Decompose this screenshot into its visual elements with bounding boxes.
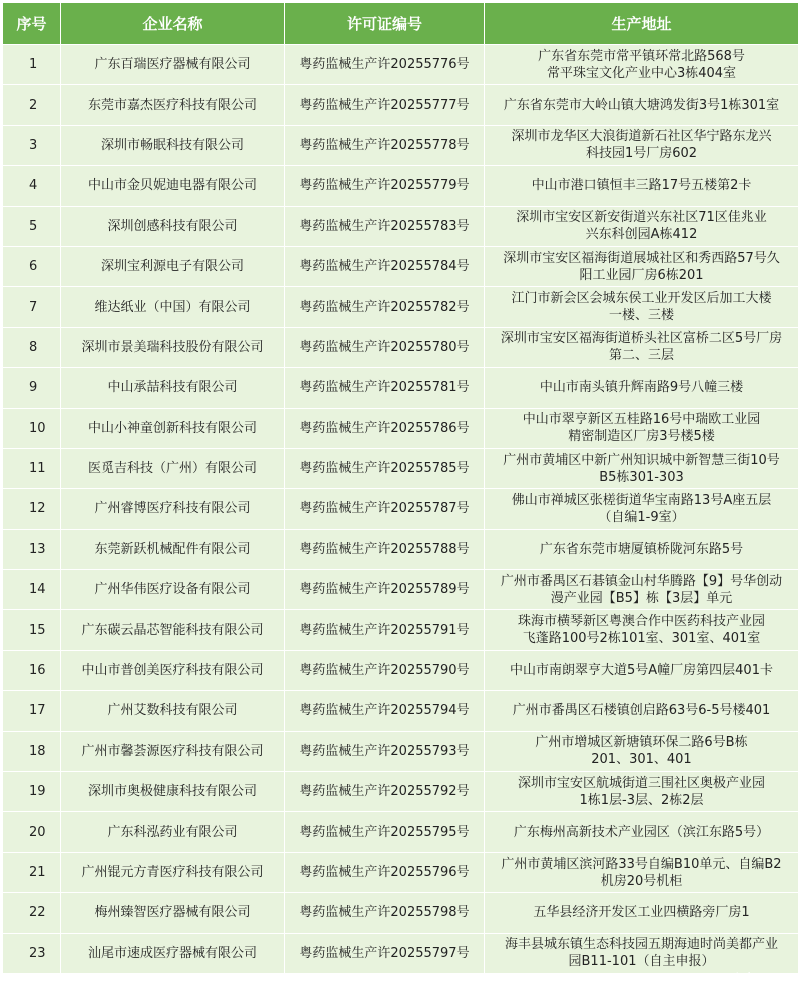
company-name: 广州锟元方青医疗科技有限公司 <box>61 852 285 892</box>
table-row <box>3 327 799 367</box>
table-row <box>3 893 799 933</box>
license-number: 粤药监械生产许20255778号 <box>285 125 485 165</box>
address-line: 飞蓬路100号2栋101室、301室、401室 <box>522 631 761 647</box>
company-name: 深圳市景美瑞科技股份有限公司 <box>61 327 285 367</box>
license-number: 粤药监械生产许20255795号 <box>285 812 485 852</box>
production-address <box>485 933 799 973</box>
row-number: 5 <box>3 206 61 246</box>
table-body <box>3 45 799 974</box>
address-line: 深圳市宝安区新安街道兴东社区71区佳兆业 <box>516 210 767 226</box>
address-line: 1栋1层-3层、2栋2层 <box>579 792 704 808</box>
production-address <box>485 448 799 488</box>
row-number: 22 <box>3 893 61 933</box>
table-row <box>3 45 799 85</box>
table-row <box>3 691 799 731</box>
address-line: B5栋301-303 <box>599 469 684 485</box>
production-address <box>485 368 799 408</box>
production-address <box>485 691 799 731</box>
production-address <box>485 812 799 852</box>
license-number: 粤药监械生产许20255789号 <box>285 570 485 610</box>
company-name: 广州艾数科技有限公司 <box>61 691 285 731</box>
production-address <box>485 650 799 690</box>
address-line: 广州市黄埔区中新广州知识城中新智慧三街10号 <box>503 452 780 468</box>
production-address <box>485 166 799 206</box>
address-line: 中山市翠亨新区五桂路16号中瑞欧工业园 <box>522 412 761 428</box>
header-address: 生产地址 <box>485 3 799 45</box>
company-name: 广州华伟医疗设备有限公司 <box>61 570 285 610</box>
address-line: 中山市港口镇恒丰三路17号五楼第2卡 <box>531 178 752 194</box>
company-name: 深圳创感科技有限公司 <box>61 206 285 246</box>
address-line: 兴东科创园A栋412 <box>585 227 698 243</box>
row-number: 16 <box>3 650 61 690</box>
license-number: 粤药监械生产许20255790号 <box>285 650 485 690</box>
address-line: 广州市番禺区石碁镇金山村华腾路【9】号华创动 <box>500 573 783 589</box>
company-name: 深圳市奥极健康科技有限公司 <box>61 772 285 812</box>
address-line: 深圳市宝安区航城街道三围社区奥极产业园 <box>517 775 765 791</box>
address-line: 广东省东莞市大岭山镇大塘鸿发街3号1栋301室 <box>503 97 780 113</box>
company-name: 中山小神童创新科技有限公司 <box>61 408 285 448</box>
company-name: 深圳市畅眠科技有限公司 <box>61 125 285 165</box>
production-address <box>485 852 799 892</box>
license-number: 粤药监械生产许20255793号 <box>285 731 485 771</box>
company-name: 广东碳云晶芯智能科技有限公司 <box>61 610 285 650</box>
table-row <box>3 246 799 286</box>
address-line: 珠海市横琴新区粤澳合作中医药科技产业园 <box>517 614 765 630</box>
address-line: 一楼、三楼 <box>608 308 674 324</box>
table-row <box>3 812 799 852</box>
table-header-row <box>3 3 799 45</box>
company-name: 广东科泓药业有限公司 <box>61 812 285 852</box>
license-number: 粤药监械生产许20255785号 <box>285 448 485 488</box>
license-number: 粤药监械生产许20255797号 <box>285 933 485 973</box>
license-number: 粤药监械生产许20255781号 <box>285 368 485 408</box>
license-number: 粤药监械生产许20255794号 <box>285 691 485 731</box>
address-line: 漫产业园【B5】栋【3层】单元 <box>550 590 733 606</box>
license-number: 粤药监械生产许20255792号 <box>285 772 485 812</box>
address-line: 广东梅州高新技术产业园区（滨江东路5号） <box>513 824 770 840</box>
company-name: 东莞市嘉杰医疗科技有限公司 <box>61 85 285 125</box>
address-line: 深圳市宝安区福海街道桥头社区富桥二区5号厂房 <box>500 331 783 347</box>
license-number: 粤药监械生产许20255782号 <box>285 287 485 327</box>
address-line: 深圳市龙华区大浪街道新石社区华宁路东龙兴 <box>511 129 772 145</box>
address-line: 深圳市宝安区福海街道展城社区和秀西路57号久 <box>503 250 780 266</box>
table-row <box>3 529 799 569</box>
company-name: 广州睿博医疗科技有限公司 <box>61 489 285 529</box>
production-address <box>485 85 799 125</box>
production-address <box>485 772 799 812</box>
company-name: 东莞新跃机械配件有限公司 <box>61 529 285 569</box>
row-number: 21 <box>3 852 61 892</box>
row-number: 6 <box>3 246 61 286</box>
table-row <box>3 933 799 973</box>
address-line: （自编1-9室） <box>598 509 685 525</box>
table-row <box>3 206 799 246</box>
row-number: 23 <box>3 933 61 973</box>
row-number: 3 <box>3 125 61 165</box>
header-no: 序号 <box>3 3 61 45</box>
row-number: 8 <box>3 327 61 367</box>
row-number: 13 <box>3 529 61 569</box>
address-line: 佛山市禅城区张槎街道华宝南路13号A座五层 <box>511 492 772 508</box>
address-line: 常平珠宝文化产业中心3栋404室 <box>546 65 737 81</box>
address-line: 广东省东莞市常平镇环常北路568号 <box>538 48 745 64</box>
address-line: 201、301、401 <box>591 752 692 768</box>
address-line: 广州市番禺区石楼镇创启路63号6-5号楼401 <box>512 703 771 719</box>
table-row <box>3 731 799 771</box>
company-name: 医觅吉科技（广州）有限公司 <box>61 448 285 488</box>
address-line: 江门市新会区会城东侯工业开发区后加工大楼 <box>511 291 772 307</box>
table-row <box>3 448 799 488</box>
watermark-text: eatskc.com <box>719 971 794 986</box>
header-company: 企业名称 <box>61 3 285 45</box>
license-number: 粤药监械生产许20255776号 <box>285 45 485 85</box>
address-line: 中山市南朗翠亨大道5号A幢厂房第四层401卡 <box>510 663 773 679</box>
row-number: 9 <box>3 368 61 408</box>
address-line: 广州市黄埔区滨河路33号自编B10单元、自编B2 <box>501 856 782 872</box>
table-row <box>3 852 799 892</box>
license-number: 粤药监械生产许20255796号 <box>285 852 485 892</box>
production-address <box>485 206 799 246</box>
row-number: 14 <box>3 570 61 610</box>
production-address <box>485 489 799 529</box>
address-line: 五华县经济开发区工业四横路旁厂房1 <box>533 905 750 921</box>
address-line: 阳工业园厂房6栋201 <box>579 267 704 283</box>
production-address <box>485 327 799 367</box>
table-row <box>3 408 799 448</box>
license-number: 粤药监械生产许20255783号 <box>285 206 485 246</box>
table-row <box>3 125 799 165</box>
row-number: 19 <box>3 772 61 812</box>
license-number: 粤药监械生产许20255784号 <box>285 246 485 286</box>
address-line: 中山市南头镇升辉南路9号八幢三楼 <box>539 380 744 396</box>
company-name: 中山市普创美医疗科技有限公司 <box>61 650 285 690</box>
license-number: 粤药监械生产许20255777号 <box>285 85 485 125</box>
license-number: 粤药监械生产许20255779号 <box>285 166 485 206</box>
address-line: 园B11-101（自主申报） <box>568 954 715 970</box>
license-number: 粤药监械生产许20255788号 <box>285 529 485 569</box>
table-row <box>3 368 799 408</box>
production-address <box>485 731 799 771</box>
production-address <box>485 287 799 327</box>
row-number: 11 <box>3 448 61 488</box>
license-number: 粤药监械生产许20255791号 <box>285 610 485 650</box>
row-number: 2 <box>3 85 61 125</box>
license-number: 粤药监械生产许20255798号 <box>285 893 485 933</box>
production-address <box>485 45 799 85</box>
license-number: 粤药监械生产许20255787号 <box>285 489 485 529</box>
company-name: 汕尾市速成医疗器械有限公司 <box>61 933 285 973</box>
company-name: 中山承喆科技有限公司 <box>61 368 285 408</box>
production-address <box>485 408 799 448</box>
row-number: 7 <box>3 287 61 327</box>
row-number: 12 <box>3 489 61 529</box>
production-address <box>485 893 799 933</box>
production-address <box>485 529 799 569</box>
table-row <box>3 489 799 529</box>
table-row <box>3 570 799 610</box>
table-row <box>3 85 799 125</box>
company-name: 中山市金贝妮迪电器有限公司 <box>61 166 285 206</box>
address-line: 精密制造区厂房3号楼5楼 <box>568 429 715 445</box>
company-name: 深圳宝利源电子有限公司 <box>61 246 285 286</box>
production-address <box>485 125 799 165</box>
address-line: 机房20号机柜 <box>600 873 683 889</box>
table-row <box>3 650 799 690</box>
row-number: 1 <box>3 45 61 85</box>
row-number: 18 <box>3 731 61 771</box>
table-row <box>3 287 799 327</box>
table-row <box>3 772 799 812</box>
row-number: 15 <box>3 610 61 650</box>
company-name: 广东百瑞医疗器械有限公司 <box>61 45 285 85</box>
row-number: 17 <box>3 691 61 731</box>
license-number: 粤药监械生产许20255780号 <box>285 327 485 367</box>
address-line: 海丰县城东镇生态科技园五期海迪时尚美都产业 <box>504 937 778 953</box>
address-line: 科技园1号厂房602 <box>585 146 698 162</box>
production-address <box>485 570 799 610</box>
address-line: 第二、三层 <box>608 348 674 364</box>
production-address <box>485 246 799 286</box>
license-table <box>2 2 799 974</box>
table-row <box>3 610 799 650</box>
row-number: 20 <box>3 812 61 852</box>
company-name: 广州市馨荟源医疗科技有限公司 <box>61 731 285 771</box>
company-name: 梅州臻智医疗器械有限公司 <box>61 893 285 933</box>
row-number: 10 <box>3 408 61 448</box>
production-address <box>485 610 799 650</box>
table-row <box>3 166 799 206</box>
license-number: 粤药监械生产许20255786号 <box>285 408 485 448</box>
address-line: 广东省东莞市塘厦镇桥陇河东路5号 <box>539 541 744 557</box>
address-line: 广州市增城区新塘镇环保二路6号B栋 <box>535 735 748 751</box>
row-number: 4 <box>3 166 61 206</box>
header-license: 许可证编号 <box>285 3 485 45</box>
company-name: 维达纸业（中国）有限公司 <box>61 287 285 327</box>
